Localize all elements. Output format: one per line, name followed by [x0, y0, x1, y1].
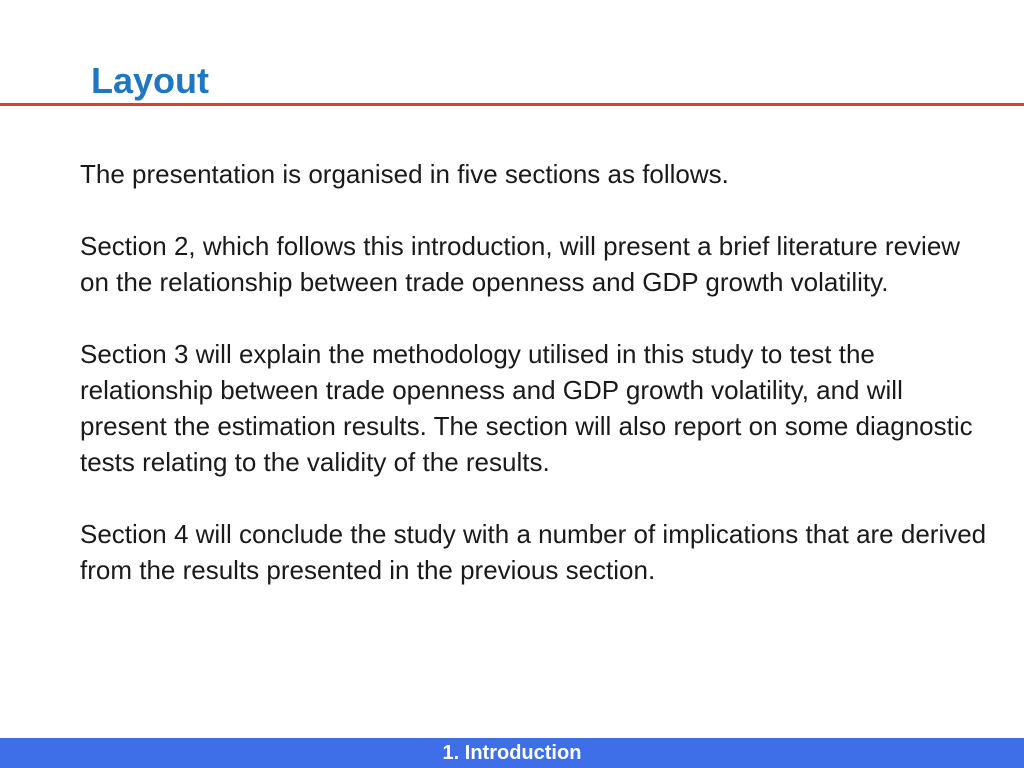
paragraph-intro: The presentation is organised in five sections as follows. — [80, 159, 729, 189]
paragraph-section-4: Section 4 will conclude the study with a number of implications that are derived from the results presented in the previous section. — [80, 519, 987, 585]
footer-section-label: 1. Introduction — [442, 741, 582, 764]
footer-bar — [0, 738, 1024, 768]
slide-title: Layout — [91, 60, 210, 101]
paragraph-section-3: Section 3 will explain the methodology utilised in this study to test the relationship between trade openness and GDP growth volatility, and will present the estimation results. The section will also report on some diagnostic tests relating to the validity of the results. — [80, 339, 973, 477]
paragraph-section-2: Section 2, which follows this introduction, will present a brief literature review on the relationship between trade openness and GDP growth volatility. — [80, 231, 961, 297]
slide-body — [80, 156, 990, 588]
title-divider — [0, 103, 1024, 106]
